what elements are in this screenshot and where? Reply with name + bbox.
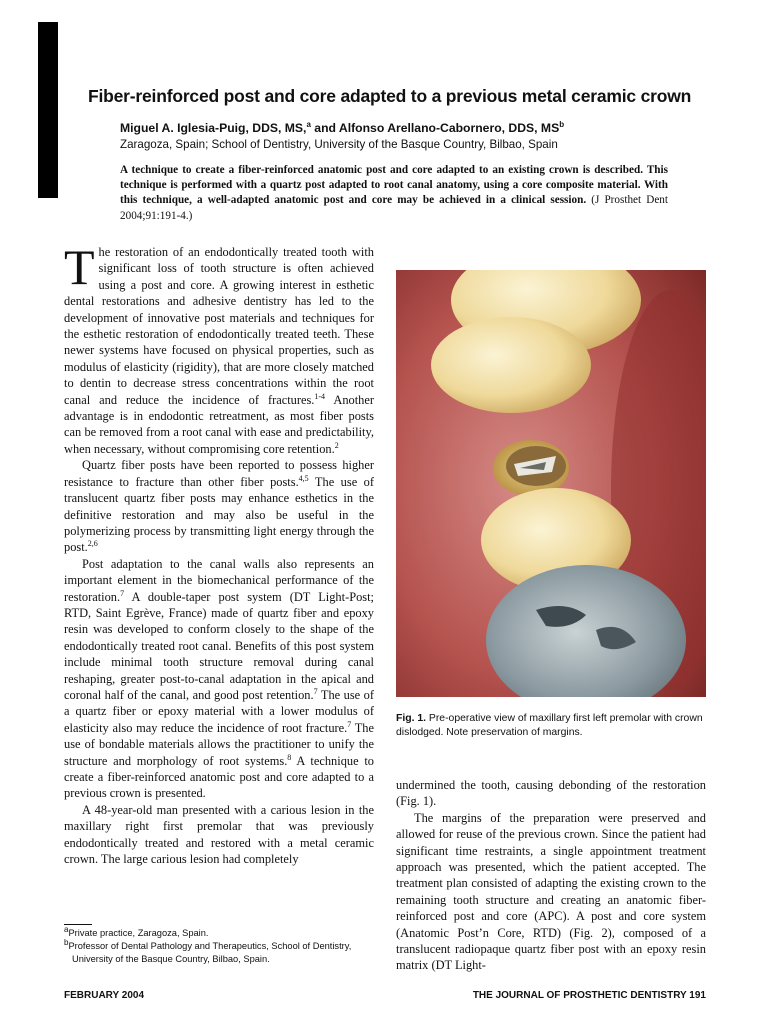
body-paragraph-6: The margins of the preparation were preserved and allowed for reuse of the previous crown. Since the patient had significant time restraints, a single appointment treatment approach was presented, which the patient accepted. The treatment plan consisted of adapting the existing crown to the remaining tooth structure and creating an anatomic fiber-reinforced post and core (APC). A post and core system (Anatomic Post’n Core, RTD) (Fig. 2), composed of a translucent radiopaque quartz fiber post with an epoxy resin matrix (DT Light-: [396, 810, 706, 973]
affiliation-line: Zaragoza, Spain; School of Dentistry, University of the Basque Country, Bilbao, Spain: [120, 138, 558, 151]
body-paragraph-4: A 48-year-old man presented with a carious lesion in the maxillary right first premolar that was previously endodontically treated and restored with a metal ceramic crown. The large carious lesion had completely: [64, 802, 374, 867]
footnote-text: Private practice, Zaragoza, Spain.: [68, 928, 209, 938]
author-1-affil-mark: a: [306, 119, 311, 129]
body-paragraph-5: undermined the tooth, causing debonding of the restoration (Fig. 1).: [396, 778, 706, 809]
reference-mark: 2,6: [87, 539, 98, 549]
body-text: Post adaptation to the canal walls also represents an important element in the biomechanical performance of the restoration.: [64, 556, 374, 604]
body-text: A double-taper post system (DT Light-Post; RTD, Saint Egrève, France) made of quartz fiber and epoxy resin was developed to conform closely to the shape of the endodontically treated root canal. Benefits of this post system include minimal tooth structure removal during canal reshaping, greater post-to-canal adaptation in the apical and coronal half of the canal, and good post retention.: [64, 589, 374, 702]
author-1-name: Miguel A. Iglesia-Puig, DDS, MS,: [120, 121, 307, 135]
author-joiner: and: [310, 121, 339, 135]
decorative-side-bar: [38, 22, 58, 198]
footer-journal-page: THE JOURNAL OF PROSTHETIC DENTISTRY 191: [472, 990, 706, 1001]
reference-mark: 8: [287, 752, 292, 762]
drop-cap: T: [64, 239, 95, 295]
footnote-a: [64, 924, 376, 940]
footnote-text: Professor of Dental Pathology and Therapeutics, School of Dentistry, University of the Basque Country, Bilbao, Spain.: [68, 941, 352, 964]
body-paragraph-3: [64, 556, 374, 802]
body-paragraph-1: [64, 239, 374, 457]
body-text: Quartz fiber posts have been reported to possess higher resistance to fracture than other fiber posts.: [64, 458, 374, 489]
author-2-affil-mark: b: [559, 119, 565, 129]
footer-date: FEBRUARY 2004: [64, 990, 145, 1001]
body-text: The use of a quartz fiber or epoxy material with a lower modulus of elasticity also may reduce the incidence of root fracture.: [64, 687, 374, 735]
footnotes: [64, 924, 376, 966]
reference-mark: 7: [347, 719, 352, 729]
abstract: [120, 163, 668, 224]
body-text: Another advantage is in endodontic retreatment, as most fiber posts can be removed from a root canal with ease and predictability, when necessary, without compromising core retention.: [64, 392, 374, 456]
abstract-citation: (J Prosthet Dent 2004;91:191-4.): [120, 194, 668, 222]
body-text: The use of translucent quartz fiber posts may enhance esthetics in the definitive restoration and may also be useful in the polymerizing process by transmitting light energy through the post.: [64, 474, 375, 555]
footnote-b: [64, 937, 376, 966]
body-text: A technique to create a fiber-reinforced anatomic post and core adapted to a previous crown is presented.: [64, 753, 374, 801]
figure-caption-text: Pre-operative view of maxillary first left premolar with crown dislodged. Note preservation of margins.: [396, 713, 703, 738]
author-line: [120, 121, 740, 135]
body-column-right: [396, 777, 706, 974]
abstract-text: A technique to create a fiber-reinforced anatomic post and core adapted to an existing crown is described. This technique is performed with a quartz post adapted to root canal anatomy, using a core composite material. With this technique, a well-adapted anatomic post and core may be achieved in a clinical session.: [120, 164, 668, 207]
body-paragraph-2: [64, 457, 374, 555]
article-title: Fiber-reinforced post and core adapted to a previous metal ceramic crown: [88, 86, 692, 106]
body-text: he restoration of an endodontically treated tooth with significant loss of tooth structure is often achieved using a post and core. A growing interest in esthetic dental restorations and adhesive dentistry has led to the development of innovative post materials and techniques for the esthetic restoration of endodontically treated teeth. These newer systems have focused on physical properties, such as modulus of elasticity (rigidity), that are more closely matched to dentin to decrease stress concentrations within the root canal and reduce the incidence of fractures.: [64, 245, 374, 407]
author-2-name: Alfonso Arellano-Cabornero, DDS, MS: [338, 121, 560, 135]
reference-mark: 7: [313, 686, 318, 696]
figure-1-photo: [396, 270, 706, 697]
footnote-mark: b: [64, 937, 69, 947]
reference-mark: 1-4: [314, 391, 326, 401]
reference-mark: 4,5: [298, 473, 309, 483]
figure-1-caption: [396, 712, 712, 740]
reference-mark: 7: [120, 588, 125, 598]
dental-photo-illustration: [396, 270, 706, 697]
footnote-mark: a: [64, 924, 69, 934]
figure-label: Fig. 1.: [396, 713, 427, 724]
reference-mark: 2: [334, 440, 339, 450]
body-column-left: [64, 239, 375, 867]
body-text: The use of bondable materials allows the practitioner to unify the structure and morphology of root systems.: [64, 720, 374, 768]
